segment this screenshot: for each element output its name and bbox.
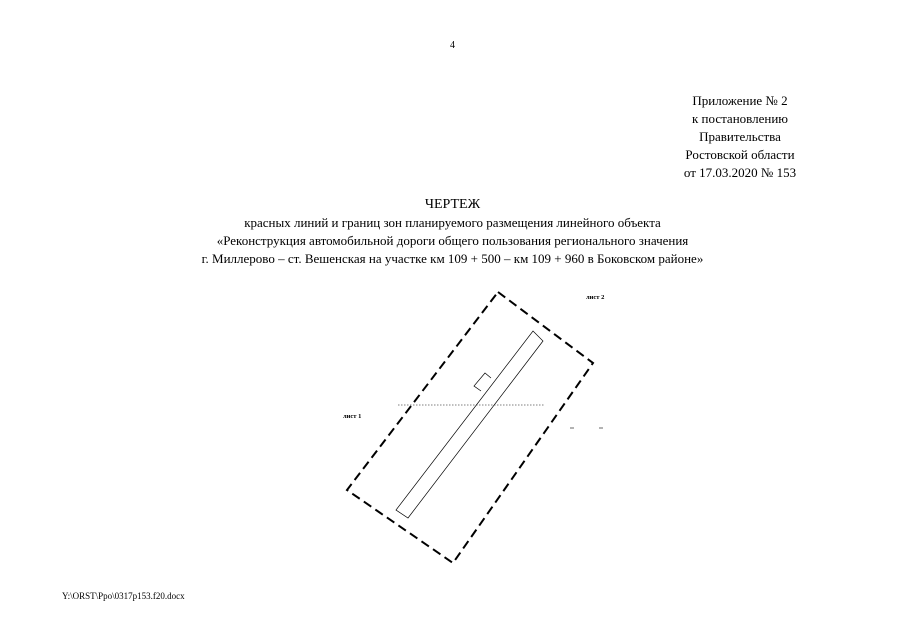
appendix-line: Правительства — [699, 129, 781, 144]
appendix-line: от 17.03.2020 № 153 — [683, 165, 797, 180]
document-heading: ЧЕРТЕЖ — [424, 197, 481, 212]
appendix-line: Приложение № 2 — [692, 93, 788, 108]
appendix-line: к постановлению — [691, 111, 789, 126]
sheet-2-label: лист 2 — [586, 294, 605, 301]
sheet-1-label: лист 1 — [343, 413, 362, 420]
title-line: «Реконструкция автомобильной дороги общего пользования регионального значения — [216, 233, 689, 248]
title-line: красных линий и границ зон планируемого размещения линейного объекта — [244, 215, 661, 230]
footer-file-path: Y:\ORST\Ppo\0317p153.f20.docx — [62, 591, 185, 601]
planning-zone-boundary — [347, 292, 593, 563]
road-red-lines — [396, 331, 543, 518]
title-line: г. Миллерово – ст. Вешенская на участке км 109 + 500 – км 109 + 960 в Боковском районе» — [201, 251, 704, 266]
side-road-branch — [474, 373, 491, 391]
page-number: 4 — [450, 40, 455, 51]
appendix-line: Ростовской области — [685, 147, 795, 162]
